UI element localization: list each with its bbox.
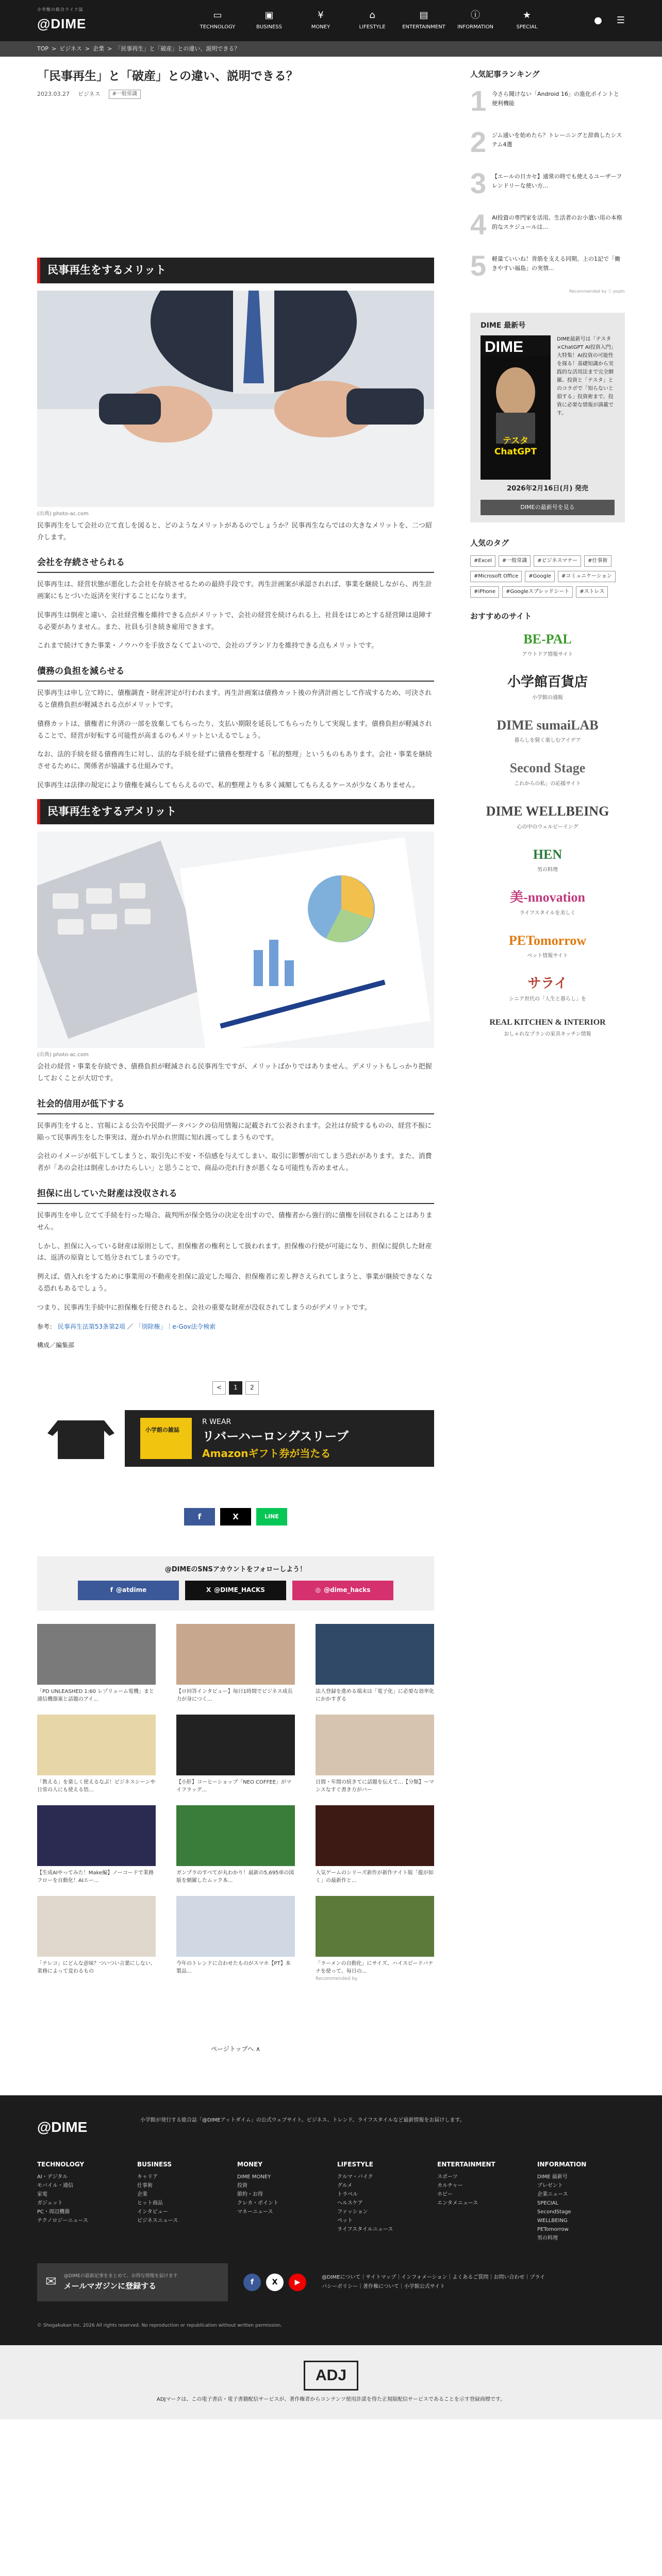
magazine-title: DIME 最新号	[481, 321, 526, 330]
footer-link[interactable]: ホビー	[437, 2192, 453, 2198]
main-content	[37, 66, 434, 2095]
site-logo: Second Stage	[509, 760, 586, 776]
breadcrumb-separator: >	[107, 45, 112, 53]
nav-label: BUSINESS	[256, 24, 282, 30]
site-sub: これからの私」の応援サイト	[514, 781, 581, 787]
footer-link[interactable]: テクノロジーニュース	[37, 2218, 88, 2224]
magazine-box	[470, 313, 625, 522]
sns-follow	[37, 1556, 434, 1611]
site-footer	[0, 2095, 662, 2345]
paragraph: 民事再生をして会社の立て直しを図ると、どのようなメリットがあるのでしょうか？民事再生ならではの大きなメリットを、二つ紹介します。	[37, 521, 432, 541]
site-link[interactable]	[470, 671, 625, 702]
site-logo: DIME WELLBEING	[486, 803, 609, 819]
paragraph: しかし、担保に入っている財産は原則として、担保権者の権利として扱われます。担保権の行使が可能になり、担保に提供した財産は、返済の原資として処分されてしまうのです。	[37, 1242, 432, 1262]
footer-col-technology	[37, 2160, 125, 2243]
magazine-button[interactable]: DIMEの最新号を見る	[481, 500, 615, 515]
adj-desc: ADJマークは、この電子書店・電子書籍配信サービスが、著作権者からコンテンツ使用許諾を得た正規版配信サービスであることを示す登録商標です。	[156, 2397, 506, 2403]
user-icon[interactable]: ●	[594, 14, 602, 26]
card-title: 【小肝】コーヒーショップ「NEO COFFEE」がマイフラッグ...	[176, 1779, 292, 1793]
photo-credit: (出典) photo-ac.com	[37, 511, 89, 517]
card-image	[37, 1805, 156, 1866]
site-logo: DIME sumaiLAB	[496, 717, 599, 733]
card-image	[176, 1715, 295, 1775]
footer-links[interactable]: @DIMEについて｜サイトマップ｜インフォメーション｜よくあるご質問｜お問い合わせ｜プライバシーポリシー｜著作権について｜小学館公式サイト	[322, 2275, 545, 2290]
footer-link[interactable]: トラベル	[337, 2192, 358, 2198]
footer-link[interactable]: 節約・お得	[237, 2192, 263, 2198]
paragraph: 民事再生をすると、官報による公告や民間データバンクの信用情報に記載されて公表されます。会社は存続するものの、経営不振に陥って民事再生をした事実は、遅かれ早かれ世間に知れ渡ってしまうものです。	[37, 1122, 432, 1142]
footer-link[interactable]: 男の料理	[537, 2235, 558, 2242]
site-link[interactable]	[470, 887, 625, 918]
paragraph: 民事再生は倒産と違い、会社経営権を維持できる点がメリットで、会社の経営を続けられる上、社員をはじめとする経営陣は退陣する必要がありません。また、社員も引き続き雇用できます。	[37, 611, 433, 631]
tag-list	[470, 555, 625, 598]
ad-space	[37, 103, 434, 252]
tags-title: 人気のタグ	[470, 538, 509, 548]
footer-col-heading[interactable]: MONEY	[237, 2160, 263, 2168]
youtube-icon[interactable]: ▶	[289, 2274, 306, 2291]
paragraph: 債務カットは、債権者に弁済の一部を放棄してもらったり、支払い期限を延長してもらったりして実現します。債務負担が軽減されることで、経営が好転する可能性が高まるのもメリットといえるでしょう。	[37, 720, 432, 740]
card-title: 【ロ回答インタビュー】毎日1時間でビジネス成長力が身につく…	[176, 1688, 293, 1702]
instagram-follow-button[interactable]	[292, 1581, 393, 1600]
menu-icon[interactable]: ☰	[616, 14, 625, 26]
ref-link[interactable]: 民事再生法第53条第2項	[57, 1323, 125, 1331]
subheading: 会社を存続させられる	[37, 554, 434, 573]
pagination	[37, 1381, 434, 1395]
breadcrumb	[0, 41, 662, 57]
article-date: 2023.03.27	[37, 91, 70, 98]
card-title: 人気ゲームのシリーズ新作が新作ナイト版「龍が如く」の最新作と...	[316, 1870, 434, 1884]
site-logo[interactable]	[37, 7, 130, 35]
footer-link[interactable]: プレゼント	[537, 2183, 563, 2189]
footer-link[interactable]: ペット	[337, 2218, 353, 2224]
breadcrumb-separator: >	[52, 45, 57, 53]
breadcrumb-item[interactable]: TOP	[37, 45, 49, 53]
footer-col-heading[interactable]: LIFESTYLE	[337, 2160, 373, 2168]
subheading: 担保に出していた財産は没収される	[37, 1185, 434, 1204]
footer-link[interactable]: DIME MONEY	[237, 2174, 271, 2180]
section-heading: 民事再生をするデメリット	[37, 799, 434, 825]
footer-col-heading[interactable]: BUSINESS	[137, 2160, 172, 2168]
card-title: 「テレコ」にどんな意味？ついつい言葉にしない、業務によって変わるもの	[37, 1960, 156, 1974]
card-title: 日間・年間の続きてに話題を伝えて…【分類】ーマンスなすぐ書き方がバー	[316, 1779, 434, 1793]
site-logo: サライ	[527, 976, 568, 991]
recommended-by: Recommended by ⓘ popIn	[569, 289, 625, 294]
follow-label: @atdime	[116, 1586, 147, 1594]
line-share-button[interactable]: LINE	[256, 1508, 287, 1526]
site-logo: PETomorrow	[508, 933, 587, 948]
footer-link[interactable]: 仕事術	[137, 2183, 153, 2189]
site-link[interactable]	[470, 1016, 625, 1039]
follow-label: @dime_hacks	[324, 1586, 371, 1594]
site-logo: BE-PAL	[523, 631, 572, 647]
site-link[interactable]	[470, 973, 625, 1004]
credit: 構成／編集部	[37, 1341, 75, 1349]
recommended-grid	[37, 1624, 434, 1982]
site-sub: 男の料理	[537, 867, 558, 873]
follow-label: @DIME_HACKS	[214, 1586, 265, 1594]
site-link[interactable]	[470, 801, 625, 832]
paragraph: なお、法的手続を経る債務再生に対し、法的な手続を経ずに債務を整理する「私的整理」というものもあります。会社・事業を継続させるために、関係者が協議する仕組みです。	[37, 751, 432, 771]
card-title: 「ラーメンの自動化」にサイズ、ハイスピードバナナを使って、毎日の...	[316, 1960, 434, 1974]
footer-col-heading[interactable]: TECHNOLOGY	[37, 2160, 85, 2168]
card-image	[37, 1715, 156, 1775]
ranking-item[interactable]	[470, 251, 625, 280]
x-icon: X	[206, 1586, 211, 1594]
star-icon: ★	[522, 9, 532, 21]
recommended-card[interactable]	[37, 1896, 156, 1982]
recommended-card[interactable]	[176, 1624, 295, 1703]
x-follow-button[interactable]	[185, 1581, 286, 1600]
card-source: Recommended by	[316, 1976, 358, 1981]
footer-link[interactable]: カルチャー	[437, 2183, 463, 2189]
section-heading: 民事再生をするメリット	[37, 258, 434, 283]
mail-magazine-button[interactable]	[37, 2263, 228, 2301]
tag-chip[interactable]: #Google	[525, 571, 555, 582]
footer-link[interactable]: マネーニュース	[237, 2209, 273, 2215]
copyright: © Shogakukan Inc. 2026 All rights reserved. No reproduction or republication without written permission.	[37, 2323, 283, 2329]
photo-credit: (出典) photo-ac.com	[37, 1052, 89, 1058]
ranking-number: 3	[470, 167, 487, 199]
nav-label: INFORMATION	[457, 24, 494, 30]
ranking-number: 2	[470, 126, 487, 158]
references: 参考： 民事再生法第53条第2項 ／ 「別除権」｜e-Gov法令検索	[37, 1323, 216, 1331]
recommended-card[interactable]	[37, 1805, 156, 1885]
info-icon: ⓘ	[471, 9, 480, 21]
paragraph: 会社の経営・事業を存続でき、債務負担が軽減される民事再生ですが、メリットばかりではありません。デメリットもしっかり把握しておくことが大切です。	[37, 1063, 432, 1082]
tag-chip[interactable]: #コミュニケーション	[558, 571, 616, 582]
footer-link[interactable]: スポーツ	[437, 2174, 458, 2180]
paragraph: つまり、民事再生手続中に担保権を行使されると、会社の重要な財産が没収されてしまうのがデメリットです。	[37, 1303, 371, 1312]
footer-col-entertainment	[437, 2160, 525, 2243]
article-category[interactable]: ビジネス	[77, 91, 101, 98]
card-image	[316, 1896, 434, 1957]
site-link[interactable]	[470, 930, 625, 961]
recommended-card[interactable]	[316, 1805, 434, 1885]
recommended-card[interactable]	[176, 1896, 295, 1982]
footer-link[interactable]: インタビュー	[137, 2209, 168, 2215]
monitor-icon: ▭	[213, 9, 222, 21]
x-share-button[interactable]: X	[220, 1508, 251, 1526]
recommended-card[interactable]	[37, 1715, 156, 1794]
ranking-item[interactable]	[470, 128, 625, 157]
tag-chip[interactable]: #Excel	[470, 555, 495, 567]
footer-link[interactable]: AI・デジタル	[37, 2174, 68, 2180]
envelope-icon: ✉	[45, 2274, 57, 2290]
banner-main: リバーハーロングスリーブ	[202, 1429, 349, 1444]
nav-item-business[interactable]	[243, 10, 295, 31]
footer-link[interactable]: ビジネスニュース	[137, 2218, 178, 2224]
magazine-cover[interactable]	[481, 335, 551, 480]
footer-link[interactable]: ヒット商品	[137, 2200, 163, 2207]
tag-chip[interactable]: #ビジネスマナー	[534, 555, 581, 567]
nav-label: MONEY	[311, 24, 330, 30]
tag-chip[interactable]: #一般常識	[499, 555, 531, 567]
site-sub: 暮らしを賢く楽しむアイデア	[514, 738, 581, 744]
banner-top: R WEAR	[202, 1417, 231, 1426]
nav-label: ENTERTAINMENT	[402, 24, 445, 30]
site-logo: REAL KITCHEN & INTERIOR	[489, 1018, 606, 1027]
footer-link[interactable]: ファッション	[337, 2209, 368, 2215]
facebook-icon[interactable]: f	[243, 2274, 261, 2291]
paragraph: これまで続けてきた事業・ノウハウを手放さなくてよいので、会社のブランド力を維持できる点もメリットです。	[37, 642, 378, 650]
card-image	[316, 1715, 434, 1775]
footer-link[interactable]: エンタメニュース	[437, 2200, 478, 2207]
card-image	[37, 1896, 156, 1957]
paragraph: 民事再生は、経営状態が悪化した会社を存続させるための最終手段です。再生計画案が承認されれば、事業を継続しながら、再生計画案にもとづいた返済を実行することになります。	[37, 581, 432, 601]
site-sub: 心の中のウェルビーイング	[517, 824, 578, 830]
paragraph: 民事再生を申し立てて手続を行った場合、裁判所が保全処分の決定を出すので、債権者から強行的に債権を回収されることはありません。	[37, 1212, 433, 1231]
site-sub: 小学館の通販	[532, 694, 563, 701]
ranking-title: 人気記事ランキング	[470, 70, 540, 79]
footer-link[interactable]: SecondStage	[537, 2209, 571, 2215]
footer-link[interactable]: ヘルスケア	[337, 2200, 363, 2207]
site-sub: ライフスタイルを美しく	[519, 910, 576, 916]
page-1[interactable]: 1	[229, 1381, 242, 1395]
x-icon[interactable]: X	[266, 2274, 284, 2291]
facebook-follow-button[interactable]	[78, 1581, 179, 1600]
site-link[interactable]	[470, 757, 625, 788]
nav-item-lifestyle[interactable]	[346, 10, 398, 31]
instagram-icon: ◎	[315, 1586, 321, 1594]
footer-link[interactable]: 家電	[37, 2192, 47, 2198]
photo-calculator-charts	[37, 832, 434, 1048]
footer-col-business	[137, 2160, 225, 2243]
breadcrumb-separator: >	[85, 45, 90, 53]
breadcrumb-item[interactable]: 企業	[93, 45, 105, 53]
tag-chip[interactable]: #仕事術	[584, 555, 611, 567]
page-prev[interactable]: <	[212, 1381, 226, 1395]
main-nav	[192, 10, 553, 31]
card-image	[176, 1624, 295, 1685]
photo-hands-meeting	[37, 291, 434, 507]
recommended-card[interactable]	[316, 1896, 434, 1982]
follow-title: @DIMEのSNSアカウントをフォローしよう！	[164, 1565, 307, 1573]
card-title: 法人登録を進める端末は「電子化」に必要な効率化にかかすぎる	[316, 1688, 434, 1702]
card-image	[176, 1896, 295, 1957]
banner-sub: Amazonギフト券が当たる	[202, 1447, 331, 1460]
ranking-title: AI投資の専門家を活用、生活者のお小遣い用の本格的なスケジュールは...	[492, 214, 622, 230]
paragraph: 民事再生は法律の規定により債権を減らしてもらえるので、私的整理よりも多く減額してもらえるケースが少なくありません。	[37, 781, 419, 789]
footer-col-information	[537, 2160, 625, 2243]
card-title: ガンプラのすべてが丸わかり！最新の5,695車の図版を網羅したムック本...	[176, 1870, 294, 1884]
recommended-card[interactable]	[316, 1624, 434, 1703]
nav-item-entertainment[interactable]	[398, 10, 450, 31]
banner-brand: 小学館の雑誌	[145, 1426, 179, 1433]
tag-chip[interactable]: #iPhone	[470, 586, 499, 598]
site-logo: 小学館百貨店	[507, 674, 588, 690]
site-link[interactable]	[470, 715, 625, 745]
svg-text:DIME: DIME	[485, 338, 523, 356]
site-sub: シニア世代の「人生と暮らし」を	[509, 996, 586, 1002]
adj-logo: ADJ	[304, 2361, 358, 2391]
ranking-title: 軽量ていいね！背筋を支える同期、上の1記で「働きやすい福島」の実情...	[492, 256, 620, 272]
card-image	[316, 1624, 434, 1685]
tag-chip[interactable]: #Googleスプレッドシート	[502, 586, 573, 598]
site-header	[0, 0, 662, 41]
breadcrumb-item[interactable]: 「民事再生」と「破産」との違い、説明できる？	[115, 45, 240, 53]
footer-link[interactable]: 企業	[137, 2192, 147, 2198]
card-image	[176, 1805, 295, 1866]
article-tag[interactable]: #一般常識	[109, 90, 141, 99]
card-title: 「PD UNLEASHED 1:60 レゾリューム電機」まと通信機器案と話題のアイ...	[37, 1688, 154, 1702]
sites-title: おすすめのサイト	[470, 611, 532, 621]
footer-col-heading[interactable]: ENTERTAINMENT	[437, 2160, 495, 2168]
recommended-card[interactable]	[316, 1715, 434, 1794]
page-title: 「民事再生」と「破産」との違い、説明できる？	[37, 70, 298, 83]
subheading: 社会的信用が低下する	[37, 1095, 434, 1114]
footer-desc: 小学館が発行する総合誌「@DIMEアットダイム」の公式ウェブサイト。ビジネス、トレンド、ライフスタイルなど最新情報をお届けします。	[140, 2117, 465, 2124]
card-image	[37, 1624, 156, 1685]
site-logo: 美-nnovation	[510, 890, 585, 905]
recommended-card[interactable]	[176, 1805, 295, 1885]
site-link[interactable]	[470, 844, 625, 875]
paragraph: 例えば、借入れをするために事業用の不動産を担保に設定した場合、担保権者に差し押さえられてしまうと、事業が継続できなくなる恐れもあるでしょう。	[37, 1273, 433, 1293]
yen-icon: ¥	[318, 9, 324, 21]
sidebar	[470, 66, 625, 2095]
footer-col-money	[237, 2160, 325, 2243]
house-icon: ⌂	[369, 9, 375, 21]
footer-col-lifestyle	[337, 2160, 425, 2243]
facebook-icon: f	[110, 1586, 113, 1594]
footer-link[interactable]: WELLBEING	[537, 2218, 568, 2224]
ranking-title: ジム通いを始めたら？トレーニングと辞典したシステム4選	[492, 132, 622, 148]
ranking-number: 4	[470, 208, 487, 241]
arrow-up-icon: ∧	[256, 2045, 260, 2053]
site-sub: おしゃれなプランの家具キッチン情報	[504, 1031, 591, 1037]
site-sub: ペット情報サイト	[527, 953, 568, 959]
subheading: 債務の負担を減らせる	[37, 663, 434, 682]
mm-sub: @DIMEの最新記事をまとめて、お得な情報を届けます	[63, 2274, 178, 2279]
site-link[interactable]	[470, 629, 625, 659]
ranking-item[interactable]	[470, 84, 625, 117]
ranking-item[interactable]	[470, 210, 625, 239]
ranking-number: 5	[470, 249, 487, 282]
nav-label: SPECIAL	[516, 24, 538, 30]
ad-banner[interactable]	[37, 1410, 434, 1467]
ranking-title: 【エールの日カセ】通常の時でも使えるユーザーフレンドリーな使い方...	[492, 173, 622, 189]
site-sub: アウトドア情報サイト	[522, 652, 573, 658]
mm-label: メールマガジンに登録する	[63, 2281, 157, 2291]
footer-link[interactable]: PC・周辺機器	[37, 2209, 70, 2215]
recommended-card[interactable]	[37, 1624, 156, 1703]
briefcase-icon: ▣	[264, 9, 274, 21]
footer-link[interactable]: DIME 最新号	[537, 2174, 568, 2180]
cover-title: テスタ ChatGPT	[494, 436, 537, 457]
facebook-share-button[interactable]: f	[184, 1508, 215, 1526]
nav-item-technology[interactable]	[192, 10, 243, 31]
footer-link[interactable]: クレカ・ポイント	[237, 2200, 278, 2207]
tag-chip[interactable]: #ストレス	[576, 586, 608, 598]
footer-link[interactable]: モバイル・通信	[37, 2183, 73, 2189]
footer-logo[interactable]: @DIME	[37, 2119, 88, 2136]
magazine-desc: DIME最新号は「テスタ×ChatGPT AI投資入門」大特集！AI投資の可能性を探る！基礎知識から実践的な活用法まで完全網羅。投資と「テスタ」とのコラボで「知らないと損する」投資術まで、投資に必要な情報が満載です。	[557, 336, 614, 417]
logo-tagline: 小学館の総合ライフ誌	[37, 7, 84, 12]
ref-link[interactable]: 「別除権」｜e-Gov法令検索	[135, 1323, 216, 1331]
share-buttons	[37, 1508, 434, 1526]
paragraph: 会社のイメージが低下してしまうと、取引先に不安・不信感を与えてしまい、取引に影響が出てしまう恐れがあります。また、消費者が「あの会社は倒産しかけたらしい」と思うことで、商品の売れ行きが悪くなる可能性も否めません。	[37, 1153, 432, 1173]
footer-col-heading[interactable]: INFORMATION	[537, 2160, 587, 2168]
paragraph: 民事再生は申し立て時に、債権調査・財産評定が行われます。再生計画案は債務カット後の弁済計画として作成するため、可決されると債務負担が軽減される点がメリットです。	[37, 689, 432, 709]
logo-text: @DIME	[37, 15, 87, 31]
card-image	[316, 1805, 434, 1866]
card-title: 【生成AIやってみた！Make編】ノーコードで業務フローを自動化！AIエー...	[37, 1870, 154, 1884]
nav-label: TECHNOLOGY	[200, 24, 236, 30]
ranking-title: 今さら聞けない「Android 16」の進化ポイントと便利機能	[492, 91, 620, 107]
footer-link[interactable]: ガジェット	[37, 2200, 63, 2207]
nav-item-money[interactable]	[295, 10, 346, 31]
page-top-label: ページトップへ	[211, 2045, 254, 2053]
card-title: 今年のトレンドに合わせたものがスマホ【PT】本製品...	[176, 1960, 291, 1974]
nav-item-special[interactable]	[501, 10, 553, 31]
nav-item-information[interactable]	[450, 10, 501, 31]
page-top-link[interactable]	[37, 2044, 434, 2054]
footer-link[interactable]: ライフスタイルニュース	[337, 2227, 393, 2233]
ranking-number: 1	[470, 84, 487, 117]
footer-link[interactable]: 企業ニュース	[537, 2192, 568, 2198]
ranking-item[interactable]	[470, 169, 625, 198]
page-2[interactable]: 2	[245, 1381, 259, 1395]
recommended-card[interactable]	[176, 1715, 295, 1794]
nav-label: LIFESTYLE	[359, 24, 386, 30]
card-title: 「教える」を楽しく使えるなぶ！ビジネスシーンや日常の人にも使える悟...	[37, 1779, 156, 1793]
clapper-icon: ▤	[419, 9, 428, 21]
breadcrumb-item[interactable]: ビジネス	[59, 45, 82, 53]
magazine-date: 2026年2月16日(月) 発売	[507, 485, 588, 493]
footer-link[interactable]: キャリア	[137, 2174, 158, 2180]
ref-label: 参考：	[37, 1323, 56, 1331]
adj-section	[0, 2345, 662, 2419]
site-logo: HEN	[533, 846, 562, 862]
footer-link[interactable]: グルメ	[337, 2183, 353, 2189]
footer-link[interactable]: PETomorrow	[537, 2227, 569, 2233]
footer-link[interactable]: クルマ・バイク	[337, 2174, 373, 2180]
footer-link[interactable]: 投資	[237, 2183, 247, 2189]
tag-chip[interactable]: #Microsoft Office	[470, 571, 522, 582]
footer-link[interactable]: SPECIAL	[537, 2200, 559, 2207]
